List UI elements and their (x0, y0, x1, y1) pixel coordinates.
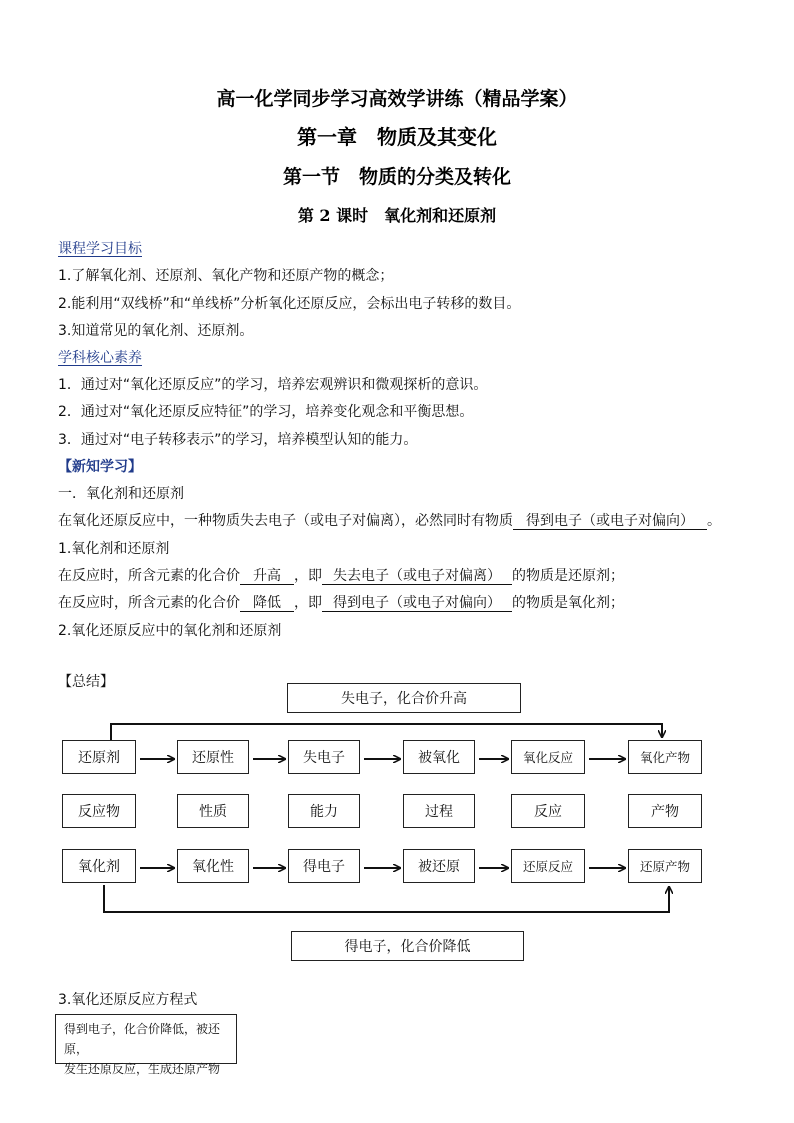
reductant-blank-electron: 失去电子（或电子对偏离） (322, 568, 512, 585)
summary-cell: 还原产物 (628, 849, 702, 883)
oxidant-text: 在反应时，所含元素的化合价 (58, 595, 240, 611)
part1-title: 一．氧化剂和还原剂 (58, 486, 184, 502)
summary-cell: 还原反应 (511, 849, 585, 883)
equation-title: 3.氧化还原反应方程式 (58, 992, 198, 1008)
sub2-title: 2.氧化还原反应中的氧化剂和还原剂 (58, 623, 282, 639)
goal-item: 1.了解氧化剂、还原剂、氧化产物和还原产物的概念； (58, 268, 394, 284)
literacy-heading: 学科核心素养 (58, 350, 142, 366)
summary-cell: 反应物 (62, 794, 136, 828)
summary-cell: 得电子 (288, 849, 360, 883)
summary-cell: 产物 (628, 794, 702, 828)
summary-cell: 反应 (511, 794, 585, 828)
intro-suffix: 。 (707, 513, 721, 529)
equation-note-line: 发生还原反应，生成还原产物 (64, 1062, 221, 1076)
new-knowledge-heading: 【新知学习】 (58, 459, 142, 475)
summary-cell: 失电子 (288, 740, 360, 774)
chapter-title: 第一章 物质及其变化 (297, 125, 497, 149)
summary-cell: 能力 (288, 794, 360, 828)
equation-note-box (55, 1014, 237, 1076)
oxidant-text: 的物质是氧化剂； (512, 595, 624, 611)
intro-blank: 得到电子（或电子对偏向） (513, 513, 707, 530)
oxidant-blank-electron: 得到电子（或电子对偏向） (322, 595, 512, 612)
summary-cell: 氧化剂 (62, 849, 136, 883)
literacy-item: 1．通过对“氧化还原反应”的学习，培养宏观辨识和微观探析的意识。 (58, 377, 488, 393)
summary-cell: 被氧化 (403, 740, 475, 774)
lesson-title: 第 2 课时 氧化剂和还原剂 (297, 206, 497, 225)
goals-heading: 课程学习目标 (58, 241, 142, 257)
summary-cell: 氧化反应 (511, 740, 585, 774)
literacy-item: 2．通过对“氧化还原反应特征”的学习，培养变化观念和平衡思想。 (58, 404, 474, 420)
reductant-blank-valence: 升高 (240, 568, 294, 585)
top-connector-arrow (111, 724, 662, 740)
section-title: 第一节 物质的分类及转化 (282, 166, 511, 188)
oxidant-text: ，即 (294, 595, 322, 611)
equation-note-line: 得到电子，化合价降低，被还原， (64, 1022, 221, 1056)
summary-cell: 被还原 (403, 849, 475, 883)
intro-prefix: 在氧化还原反应中，一种物质失去电子（或电子对偏离），必然同时有物质 (58, 513, 513, 529)
summary-cell: 氧化性 (177, 849, 249, 883)
document-title: 高一化学同步学习高效学讲练（精品学案） (216, 88, 578, 110)
summary-cell: 还原剂 (62, 740, 136, 774)
summary-cell: 氧化产物 (628, 740, 702, 774)
summary-label: 【总结】 (58, 674, 114, 690)
oxidant-blank-valence: 降低 (240, 595, 294, 612)
reductant-text: 在反应时，所含元素的化合价 (58, 568, 240, 584)
summary-cell: 性质 (177, 794, 249, 828)
literacy-item: 3．通过对“电子转移表示”的学习，培养模型认知的能力。 (58, 432, 418, 448)
summary-cell: 还原性 (177, 740, 249, 774)
top-label-box: 失电子，化合价升高 (287, 683, 521, 713)
sub1-title: 1.氧化剂和还原剂 (58, 541, 170, 557)
goal-item: 3.知道常见的氧化剂、还原剂。 (58, 323, 254, 339)
bottom-label-box: 得电子，化合价降低 (291, 931, 524, 961)
reductant-text: ，即 (294, 568, 322, 584)
bottom-connector-arrow (104, 885, 669, 912)
reductant-text: 的物质是还原剂； (512, 568, 624, 584)
summary-cell: 过程 (403, 794, 475, 828)
goal-item: 2.能利用“双线桥”和“单线桥”分析氧化还原反应，会标出电子转移的数目。 (58, 296, 521, 312)
